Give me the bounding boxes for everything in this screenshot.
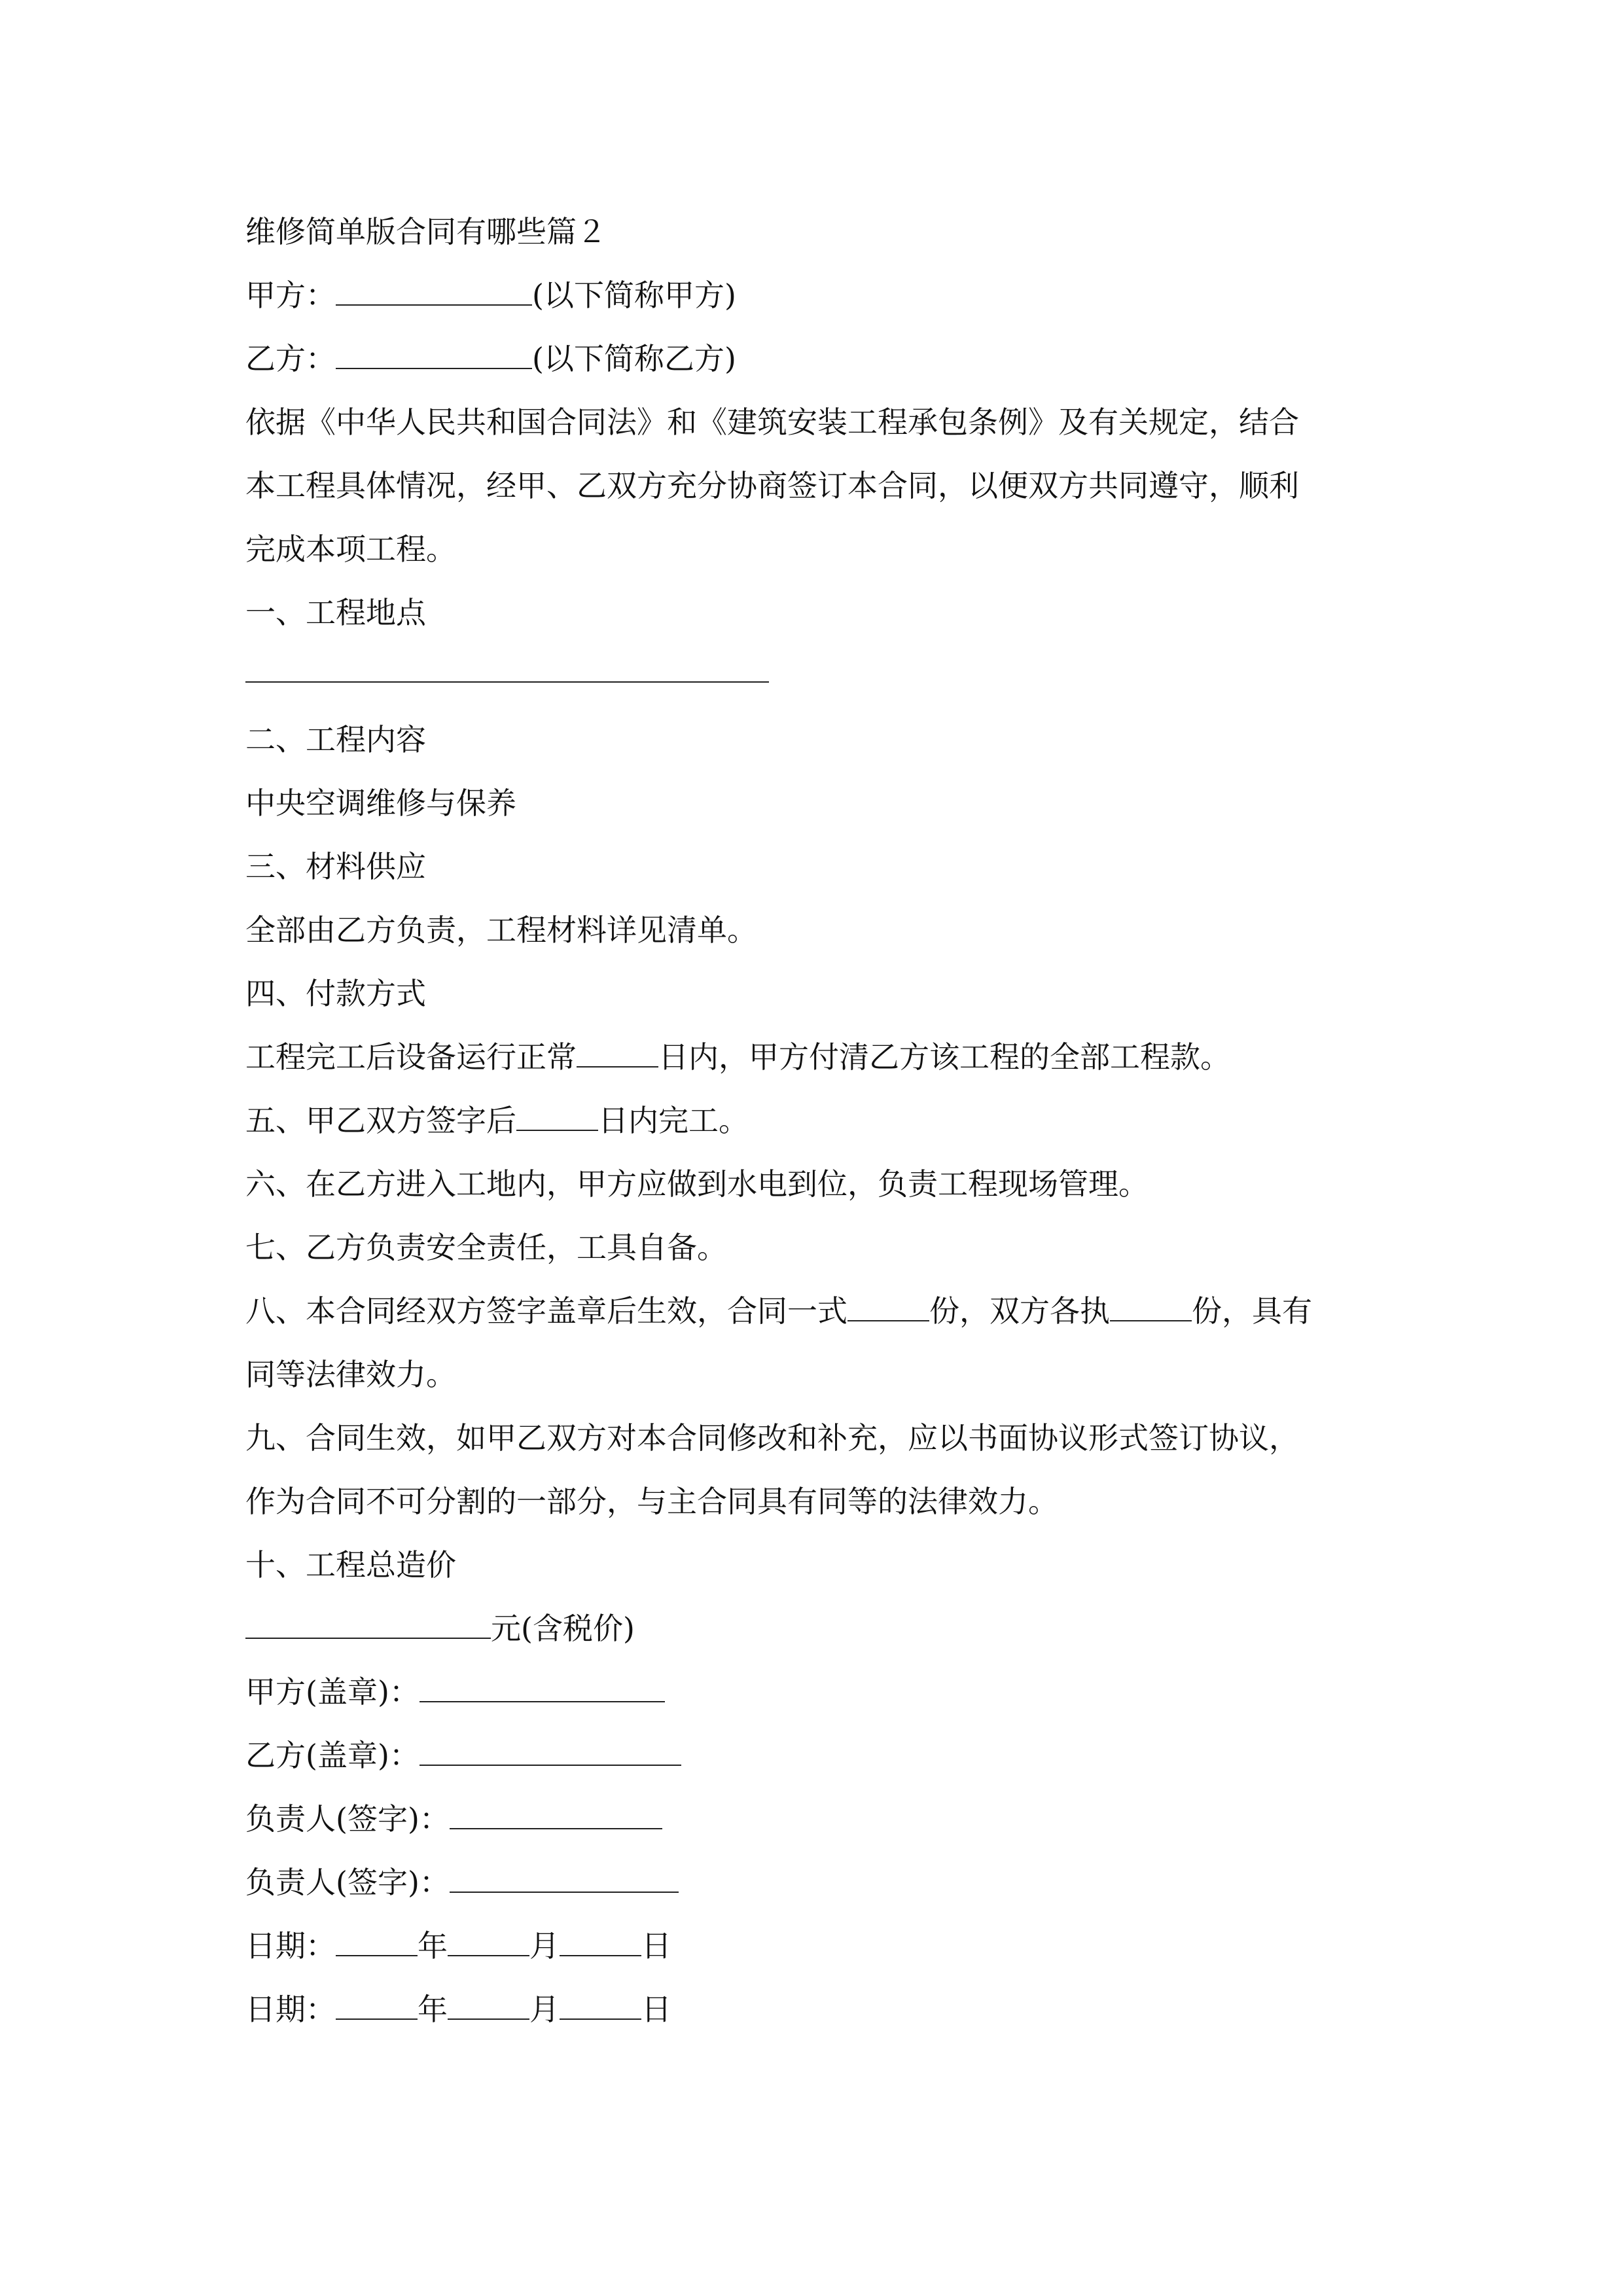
date-label-2: 日期： (245, 1992, 336, 2027)
copies-total-blank (847, 1286, 929, 1321)
date-2-day-blank (560, 1984, 641, 2020)
document-title: 维修简单版合同有哪些篇２ (245, 214, 607, 249)
date-2-year: 年 (418, 1992, 448, 2027)
copies-text-c: 份，具有 (1192, 1293, 1312, 1329)
total-price-blank (245, 1604, 491, 1639)
payment-text-b: 日内，甲方付清乙方该工程的全部工程款。 (658, 1039, 1230, 1075)
responsible-1-blank (450, 1794, 662, 1829)
responsible-1-line (245, 1787, 1384, 1851)
party-b-line (245, 327, 1384, 391)
copies-text-b: 份，双方各执 (929, 1293, 1110, 1329)
date-line-2 (245, 1978, 1384, 2041)
section-5 (245, 1089, 1384, 1153)
section-10-heading: 十、工程总造价 (245, 1547, 456, 1583)
contract-body (245, 200, 1384, 2041)
completion-text-b: 日内完工。 (598, 1103, 749, 1138)
date-1-month: 月 (529, 1928, 560, 1964)
total-price-unit: 元(含税价) (491, 1611, 635, 1646)
party-a-label: 甲方： (245, 278, 336, 313)
preamble-line-3: 完成本项工程。 (245, 531, 456, 567)
preamble-line-1: 依据《中华人民共和国合同法》和《建筑安装工程承包条例》及有关规定，结合 (245, 404, 1299, 440)
section-4-body (245, 1026, 1384, 1089)
party-b-blank (336, 334, 532, 369)
preamble-line-2: 本工程具体情况，经甲、乙双方充分协商签订本合同，以便双方共同遵守，顺利 (245, 468, 1299, 503)
party-a-blank (336, 270, 532, 306)
section-8-line-1 (245, 1280, 1384, 1343)
payment-days-blank (577, 1032, 658, 1067)
section-1-heading: 一、工程地点 (245, 595, 426, 630)
responsible-1-label: 负责人(签字)： (245, 1801, 450, 1837)
site-address-rule (245, 681, 769, 683)
party-b-seal-line (245, 1724, 1384, 1787)
section-9-line-2: 作为合同不可分割的一部分，与主合同具有同等的法律效力。 (245, 1484, 1058, 1519)
date-2-month-blank (448, 1984, 529, 2020)
date-2-day: 日 (641, 1992, 671, 2027)
party-b-suffix: (以下简称乙方) (532, 341, 736, 376)
completion-text-a: 五、甲乙双方签字后 (245, 1103, 516, 1138)
party-a-line (245, 264, 1384, 327)
date-1-day: 日 (641, 1928, 671, 1964)
responsible-2-blank (450, 1857, 679, 1893)
date-line-1 (245, 1914, 1384, 1978)
responsible-2-line (245, 1851, 1384, 1914)
section-7: 七、乙方负责安全责任，工具自备。 (245, 1230, 727, 1265)
date-1-year-blank (336, 1921, 418, 1956)
party-b-label: 乙方： (245, 341, 336, 376)
party-a-seal-line (245, 1660, 1384, 1724)
section-3-body: 全部由乙方负责，工程材料详见清单。 (245, 912, 757, 948)
date-1-year: 年 (418, 1928, 448, 1964)
date-1-day-blank (560, 1921, 641, 1956)
section-2-heading: 二、工程内容 (245, 722, 426, 757)
section-3-heading: 三、材料供应 (245, 849, 426, 884)
site-address-blank (245, 645, 1384, 708)
party-b-seal-label: 乙方(盖章)： (245, 1738, 419, 1773)
copies-each-blank (1110, 1286, 1192, 1321)
responsible-2-label: 负责人(签字)： (245, 1865, 450, 1900)
section-9-line-1: 九、合同生效，如甲乙双方对本合同修改和补充，应以书面协议形式签订协议， (245, 1420, 1299, 1456)
section-10-body (245, 1597, 1384, 1660)
completion-days-blank (516, 1096, 598, 1131)
date-2-year-blank (336, 1984, 418, 2020)
section-6: 六、在乙方进入工地内，甲方应做到水电到位，负责工程现场管理。 (245, 1166, 1149, 1202)
section-2-body: 中央空调维修与保养 (245, 785, 516, 821)
party-a-seal-label: 甲方(盖章)： (245, 1674, 419, 1710)
copies-text-a: 八、本合同经双方签字盖章后生效，合同一式 (245, 1293, 847, 1329)
payment-text-a: 工程完工后设备运行正常 (245, 1039, 577, 1075)
section-4-heading: 四、付款方式 (245, 976, 426, 1011)
date-1-month-blank (448, 1921, 529, 1956)
party-a-seal-blank (419, 1667, 665, 1702)
party-b-seal-blank (419, 1731, 681, 1766)
party-a-suffix: (以下简称甲方) (532, 278, 736, 313)
section-8-line-2: 同等法律效力。 (245, 1357, 456, 1392)
date-label-1: 日期： (245, 1928, 336, 1964)
date-2-month: 月 (529, 1992, 560, 2027)
